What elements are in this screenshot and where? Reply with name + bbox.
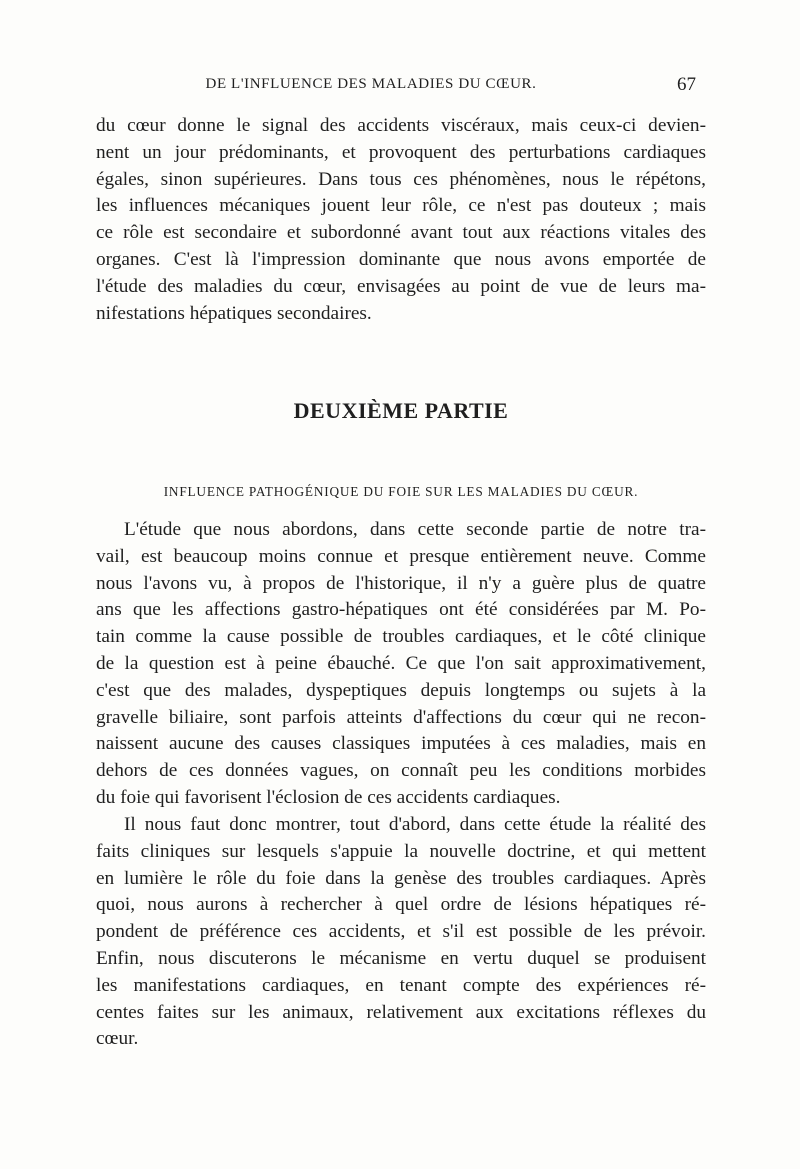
text-line: quoi, nous aurons à rechercher à quel ordre de lésions hépatiques ré- — [96, 894, 706, 916]
text-line: du foie qui favorisent l'éclosion de ces accidents cardiaques. — [96, 786, 561, 808]
paragraph-plan — [96, 812, 706, 1053]
text-line: ce rôle est secondaire et subordonné avant tout aux réactions vitales des — [96, 222, 706, 244]
text-line: du cœur donne le signal des accidents viscéraux, mais ceux-ci devien- — [96, 115, 706, 136]
text-line: égales, sinon supérieures. Dans tous ces phénomènes, nous le répétons, — [96, 168, 706, 190]
section-title: DEUXIÈME PARTIE — [293, 398, 509, 423]
text-line: L'étude que nous abordons, dans cette seconde partie de notre tra- — [124, 519, 706, 540]
running-title: DE L'INFLUENCE DES MALADIES DU CŒUR. — [205, 76, 537, 92]
text-line: naissent aucune des causes classiques imputées à ces maladies, mais en — [96, 733, 706, 755]
paragraph-continuation — [96, 113, 706, 327]
text-line: dehors de ces données vagues, on connaît peu les conditions morbides — [96, 760, 706, 782]
text-line: nifestations hépatiques secondaires. — [96, 302, 372, 324]
text-line: ans que les affections gastro-hépatiques ont été considérées par M. Po- — [96, 599, 706, 621]
text-line: vail, est beaucoup moins connue et presque entièrement neuve. Comme — [96, 545, 706, 567]
text-line: nous l'avons vu, à propos de l'historique, il n'y a guère plus de quatre — [96, 572, 706, 594]
text-line: cœur. — [96, 1028, 139, 1050]
text-line: Il nous faut donc montrer, tout d'abord, dans cette étude la réalité des — [124, 814, 706, 835]
text-line: les influences mécaniques jouent leur rôle, ce n'est pas douteux ; mais — [96, 195, 706, 217]
text-line: centes faites sur les animaux, relativement aux excitations réflexes du — [96, 1001, 706, 1023]
text-line: les manifestations cardiaques, en tenant compte des expériences ré- — [96, 974, 706, 996]
running-header — [96, 76, 696, 100]
text-line: gravelle biliaire, sont parfois atteints d'affections du cœur qui ne recon- — [96, 706, 706, 728]
text-line: l'étude des maladies du cœur, envisagées au point de vue de leurs ma- — [96, 275, 706, 297]
section-subtitle: INFLUENCE PATHOGÉNIQUE DU FOIE SUR LES MALADIES DU CŒUR. — [163, 484, 639, 499]
page-number: 67 — [677, 74, 696, 95]
text-line: organes. C'est là l'impression dominante que nous avons emportée de — [96, 248, 706, 270]
text-line: c'est que des malades, dyspeptiques depuis longtemps ou sujets à la — [96, 679, 706, 701]
paragraph-introduction — [96, 517, 706, 812]
text-line: faits cliniques sur lesquels s'appuie la nouvelle doctrine, et qui mettent — [96, 840, 706, 862]
text-line: pondent de préférence ces accidents, et s'il est possible de les prévoir. — [96, 921, 706, 943]
text-line: nent un jour prédominants, et provoquent des perturbations cardiaques — [96, 141, 706, 163]
text-line: Enfin, nous discuterons le mécanisme en vertu duquel se produisent — [96, 947, 706, 969]
text-line: en lumière le rôle du foie dans la genèse des troubles cardiaques. Après — [96, 867, 706, 889]
text-line: de la question est à peine ébauché. Ce que l'on sait approximativement, — [96, 652, 706, 674]
text-line: tain comme la cause possible de troubles cardiaques, et le côté clinique — [96, 626, 706, 648]
